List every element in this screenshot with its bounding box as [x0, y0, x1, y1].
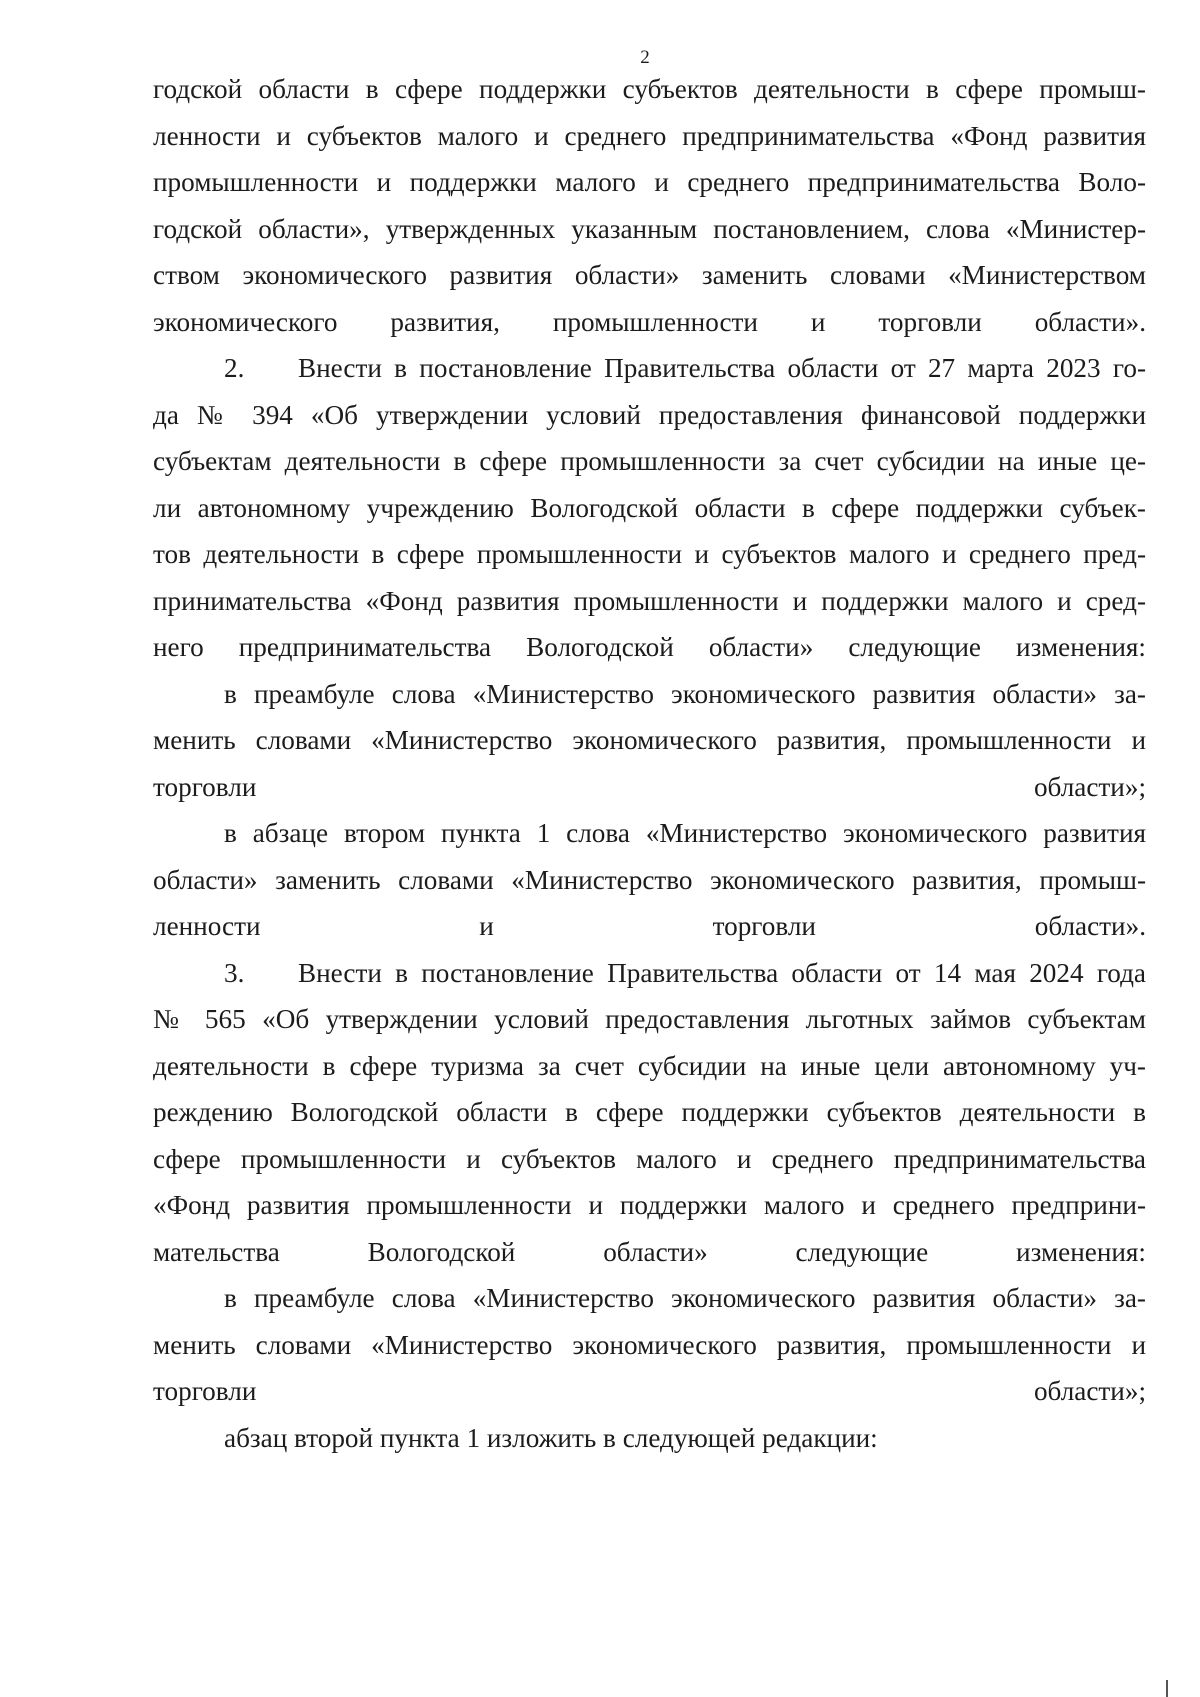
document-body — [153, 66, 1146, 1461]
text-line: тов деятельности в сфере промышленности и субъектов малого и среднего пред- — [153, 539, 1146, 569]
text-line: в преамбуле слова «Министерство экономического развития области» за- — [224, 678, 1146, 709]
paragraph-item-2 — [153, 345, 1146, 671]
text-line: промышленности и поддержки малого и среднего предпринимательства Воло- — [153, 167, 1146, 197]
text-line: сфере промышленности и субъектов малого и среднего предпринимательства — [153, 1143, 1146, 1174]
paragraph-clause-change — [153, 810, 1146, 950]
text-line: в абзаце втором пункта 1 слова «Министерство экономического развития — [224, 818, 1146, 848]
text-line: абзац второй пункта 1 изложить в следующей редакции: — [224, 1422, 878, 1453]
paragraph-preamble-change — [153, 1275, 1146, 1415]
text-line: принимательства «Фонд развития промышленности и поддержки малого и сред- — [153, 585, 1146, 616]
text-line: ленности и торговли области». — [153, 911, 1146, 941]
text-line: годской области», утвержденных указанным постановлением, слова «Министер- — [153, 213, 1146, 244]
paragraph-continuation — [153, 66, 1146, 345]
item-number: 2. — [224, 353, 245, 383]
text-line: торговли области»; — [153, 771, 1146, 802]
paragraph-clause-restate — [153, 1415, 1146, 1462]
text-line: мательства Вологодской области» следующие изменения: — [153, 1236, 1146, 1267]
text-line: ленности и субъектов малого и среднего предпринимательства «Фонд развития — [153, 120, 1146, 151]
text-line: ли автономному учреждению Вологодской области в сфере поддержки субъек- — [153, 492, 1146, 523]
text-line: реждению Вологодской области в сфере поддержки субъектов деятельности в — [153, 1097, 1146, 1127]
text-line: в преамбуле слова «Министерство экономического развития области» за- — [224, 1283, 1146, 1313]
text-line: Внести в постановление Правительства области от 27 марта 2023 го- — [298, 353, 1146, 383]
item-number: 3. — [224, 957, 245, 988]
text-line: экономического развития, промышленности и торговли области». — [153, 306, 1146, 337]
text-line: ством экономического развития области» заменить словами «Министерством — [153, 260, 1146, 290]
paragraph-preamble-change — [153, 671, 1146, 811]
text-line: него предпринимательства Вологодской области» следующие изменения: — [153, 632, 1146, 662]
paragraph-item-3 — [153, 950, 1146, 1276]
scan-edge-mark — [1166, 1680, 1168, 1697]
text-line: годской области в сфере поддержки субъектов деятельности в сфере промыш- — [153, 74, 1146, 104]
text-line: менить словами «Министерство экономического развития, промышленности и — [153, 725, 1146, 755]
text-line: Внести в постановление Правительства области от 14 мая 2024 года — [298, 957, 1146, 988]
text-line: № 565 «Об утверждении условий предоставления льготных займов субъектам — [153, 1004, 1146, 1034]
page-number: 2 — [640, 47, 650, 68]
text-line: субъектам деятельности в сфере промышленности за счет субсидии на иные це- — [153, 446, 1146, 476]
text-line: области» заменить словами «Министерство экономического развития, промыш- — [153, 864, 1146, 895]
text-line: деятельности в сфере туризма за счет субсидии на иные цели автономному уч- — [153, 1050, 1146, 1081]
text-line: «Фонд развития промышленности и поддержки малого и среднего предприни- — [153, 1190, 1146, 1220]
text-line: менить словами «Министерство экономического развития, промышленности и — [153, 1329, 1146, 1360]
text-line: торговли области»; — [153, 1376, 1146, 1406]
text-line: да № 394 «Об утверждении условий предоставления финансовой поддержки — [153, 399, 1146, 430]
